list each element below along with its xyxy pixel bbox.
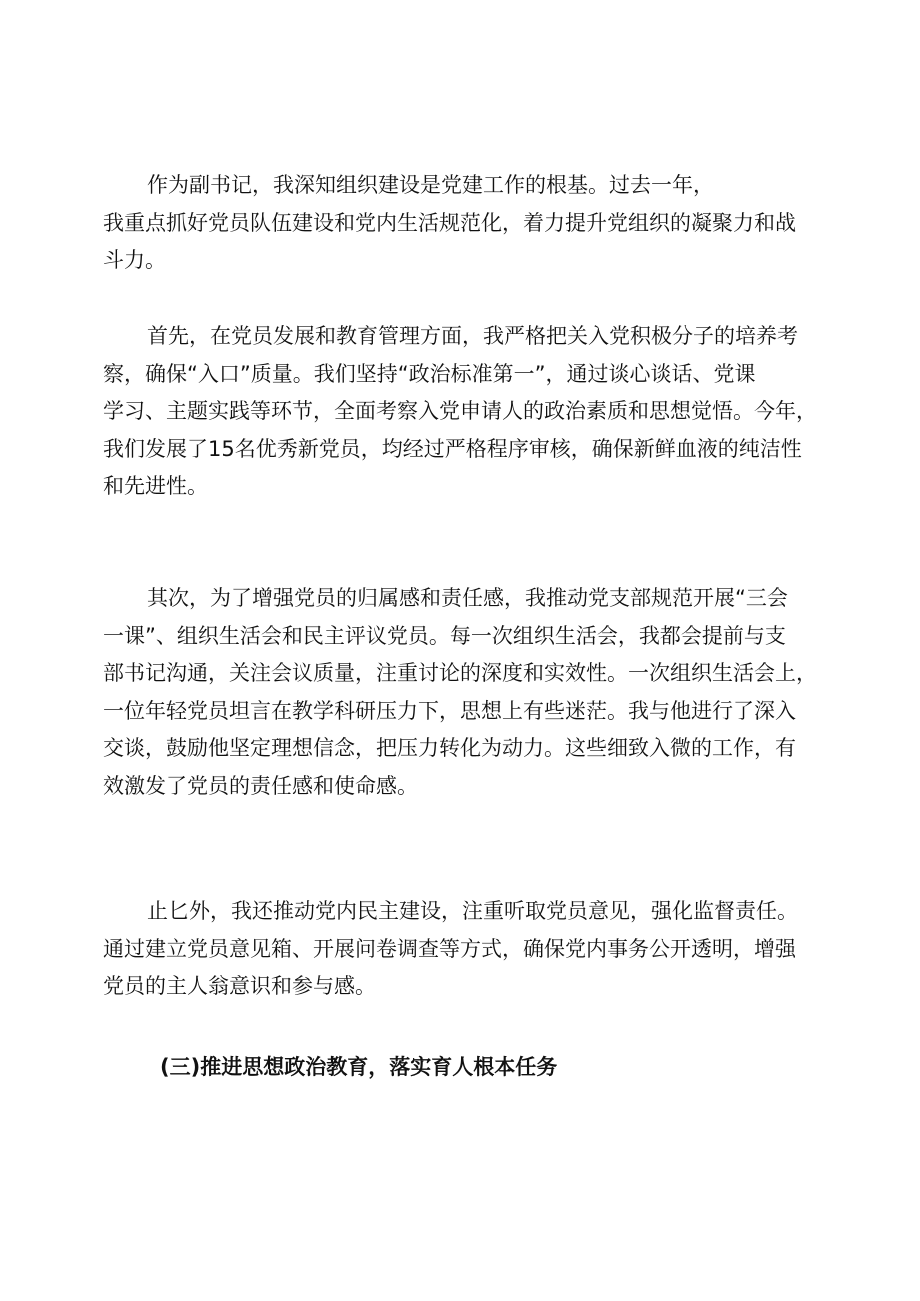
paragraph-line: 和先进性。 [103, 474, 208, 498]
paragraph-line: 我们发展了15名优秀新党员，均经过严格程序审核，确保新鲜血液的纯洁性 [103, 436, 802, 461]
paragraph-line: 其次，为了增强党员的归属感和责任感，我推动党支部规范开展“三会 [147, 586, 788, 610]
paragraph-line: 通过建立党员意见箱、开展问卷调查等方式，确保党内事务公开透明，增强 [103, 936, 796, 961]
paragraph-line: 作为副书记，我深知组织建设是党建工作的根基。过去一年， [147, 173, 714, 197]
paragraph-inner-party-democracy [103, 893, 823, 1006]
paragraph-line: 效激发了党员的责任感和使命感。 [103, 773, 418, 798]
paragraph-line: 察，确保“入口”质量。我们坚持“政治标准第一”，通过谈心谈话、党课 [103, 361, 756, 386]
paragraph-organization-building [103, 167, 823, 280]
paragraph-line: 学习、主题实践等环节，全面考察入党申请人的政治素质和思想觉悟。今年， [103, 399, 817, 423]
paragraph-organizational-life [103, 580, 823, 805]
paragraph-line: 交谈，鼓励他坚定理想信念，把压力转化为动力。这些细致入微的工作，有 [103, 736, 796, 760]
paragraph-line: 我重点抓好党员队伍建设和党内生活规范化，着力提升党组织的凝聚力和战 [103, 210, 796, 235]
paragraph-line: 部书记沟通，关注会议质量，注重讨论的深度和实效性。一次组织生活会上， [103, 661, 817, 685]
section-heading: (三)推进思想政治教育，落实育人根本任务 [160, 1055, 558, 1079]
paragraph-line: 止匕外，我还推动党内民主建设，注重听取党员意见，强化监督责任。 [147, 899, 798, 923]
paragraph-line: 首先，在党员发展和教育管理方面，我严格把关入党积极分子的培养考 [147, 324, 798, 348]
paragraph-line: 一位年轻党员坦言在教学科研压力下，思想上有些迷茫。我与他进行了深入 [103, 698, 796, 723]
paragraph-member-development [103, 318, 823, 506]
paragraph-line: 斗力。 [103, 248, 166, 272]
paragraph-line: 一课”、组织生活会和民主评议党员。每一次组织生活会，我都会提前与支 [103, 623, 786, 648]
paragraph-line: 党员的主人翁意识和参与感。 [103, 974, 376, 998]
